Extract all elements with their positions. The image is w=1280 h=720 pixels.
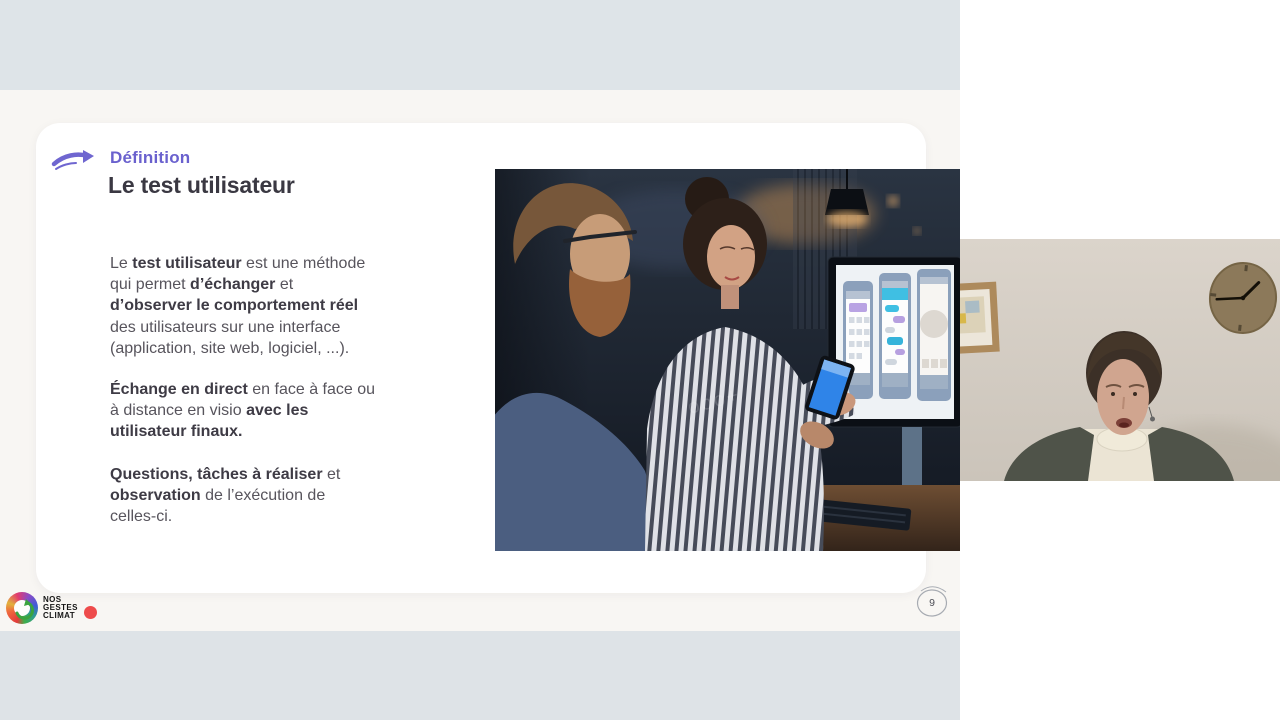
slide-paragraph-questions bbox=[110, 464, 340, 528]
logo-word: GESTES bbox=[43, 603, 78, 612]
share-top-margin bbox=[0, 0, 960, 90]
text-line: Échange en direct en face à face ou bbox=[110, 381, 376, 398]
page-number: 9 bbox=[929, 597, 935, 609]
slide-paragraph-echange bbox=[110, 379, 375, 443]
text-line: Le test utilisateur est une méthode bbox=[110, 255, 366, 272]
text-line: à distance en visio avec les bbox=[110, 402, 309, 420]
text-line: observation de l’exécution de bbox=[110, 487, 326, 505]
slide-kicker: Définition bbox=[110, 148, 191, 167]
text-line: (application, site web, logiciel, ...). bbox=[110, 339, 350, 357]
share-bottom-margin bbox=[0, 631, 960, 720]
picture-frame bbox=[960, 282, 1000, 355]
text-line: utilisateur finaux. bbox=[110, 423, 243, 441]
text-line: Questions, tâches à réaliser et bbox=[110, 466, 341, 483]
text-line: celles-ci. bbox=[110, 508, 173, 526]
webcam-video bbox=[960, 239, 1280, 481]
webcam-scene bbox=[960, 239, 1280, 481]
slide-paragraph-definition bbox=[110, 253, 365, 359]
earring bbox=[1150, 417, 1155, 422]
text-line: des utilisateurs sur une interface bbox=[110, 318, 341, 336]
slide-photo bbox=[495, 169, 960, 551]
logo-word: NOS bbox=[43, 595, 62, 604]
slide-title: Le test utilisateur bbox=[108, 172, 295, 198]
logo-wordmark bbox=[43, 596, 78, 620]
arrow-right-icon bbox=[50, 144, 98, 174]
page-number-badge bbox=[912, 582, 954, 624]
wireframe-phone-3 bbox=[917, 269, 951, 401]
recording-red-dot bbox=[84, 606, 97, 619]
wireframe-phone-2 bbox=[879, 273, 911, 399]
text-line: qui permet d’échanger et bbox=[110, 276, 294, 294]
nos-gestes-climat-logo bbox=[6, 592, 97, 624]
monitor-stand bbox=[902, 427, 922, 493]
photo-scene bbox=[495, 169, 960, 551]
logo-word: CLIMAT bbox=[43, 611, 76, 620]
text-line: d’observer le comportement réel bbox=[110, 297, 359, 315]
nos-gestes-climat-logo-icon bbox=[6, 592, 38, 624]
photo-watermark: ooo+ bbox=[685, 383, 743, 419]
